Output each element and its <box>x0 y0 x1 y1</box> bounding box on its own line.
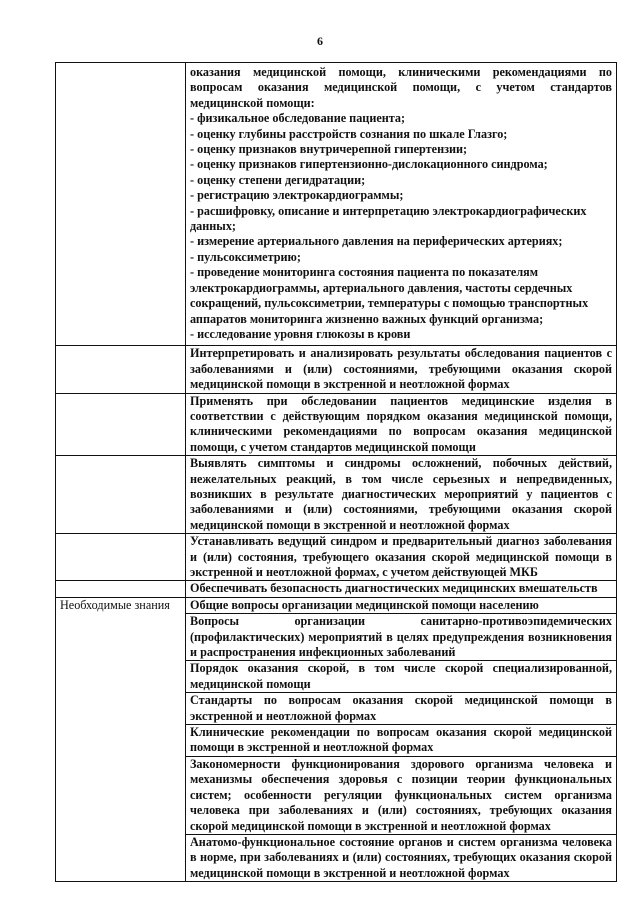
table-row <box>56 456 617 534</box>
knowledge-cell: Порядок оказания скорой, в том числе скорой специализированной, медицинской помощи <box>186 661 617 693</box>
label-cell-empty <box>56 456 186 534</box>
skill-cell: Выявлять симптомы и синдромы осложнений, побочных действий, нежелательных реакций, в том числе серьезных и непредвиденных, возникших в результате диагностических мероприятий у пациентов с заболеваниями и (или) состояниями, требующими оказания скорой медицинской помощи в экстренной и неотложной формах <box>186 456 617 534</box>
examination-methods-cell <box>186 63 617 346</box>
page-number: 6 <box>317 34 323 48</box>
list-item: - оценку признаков гипертензионно-дислокационного синдрома; <box>190 157 548 172</box>
table-row <box>56 63 617 346</box>
list-item: - физикальное обследование пациента; <box>190 111 406 126</box>
label-cell-empty <box>56 393 186 456</box>
knowledge-cell: Стандарты по вопросам оказания скорой медицинской помощи в экстренной и неотложной формах <box>186 693 617 725</box>
list-item: - оценку степени дегидратации; <box>190 172 366 187</box>
label-cell-empty <box>56 346 186 393</box>
skill-cell: Применять при обследовании пациентов медицинские изделия в соответствии с действующим порядком оказания медицинской помощи, клиническими рекомендациями по вопросам оказания медицинской помощи, с учетом стандартов медицинской помощи <box>186 393 617 456</box>
list-item: - измерение артериального давления на периферических артериях; <box>190 234 563 249</box>
knowledge-cell: Закономерности функционирования здорового организма человека и механизмы обеспечения здоровья с позиции теории функциональных систем; особенности регуляции функциональных систем организма человека при заболеваниях и (или) состояниях, требующих оказания скорой медицинской помощи в экстренной и неотложной формах <box>186 756 617 834</box>
table-row <box>56 597 617 613</box>
label-cell-empty <box>56 534 186 581</box>
knowledge-label: Необходимые знания <box>56 597 186 881</box>
list-item: - проведение мониторинга состояния пациента по показателям электрокардиограммы, артериального давления, частоты сердечных сокращений, пульсоксиметрии, температуры с помощью транспортных аппаратов мониторинга жизненно важных функций организма; <box>190 265 589 326</box>
skill-cell: Обеспечивать безопасность диагностических медицинских вмешательств <box>186 581 617 597</box>
list-item: - оценку признаков внутричерепной гипертензии; <box>190 142 468 157</box>
list-item: - регистрацию электрокардиограммы; <box>190 188 404 203</box>
table-row <box>56 534 617 581</box>
competency-table <box>55 62 617 882</box>
label-cell-empty <box>56 581 186 597</box>
table-row <box>56 346 617 393</box>
list-item: - оценку глубины расстройств сознания по шкале Глазго; <box>190 126 508 141</box>
list-item: - расшифровку, описание и интерпретацию электрокардиографических данных; <box>190 203 587 234</box>
knowledge-cell: Вопросы организации санитарно-противоэпидемических (профилактических) мероприятий в целях предупреждения возникновения и распространения инфекционных заболеваний <box>186 614 617 661</box>
knowledge-cell: Общие вопросы организации медицинской помощи населению <box>186 597 617 613</box>
list-item: - пульсоксиметрию; <box>190 249 301 264</box>
skill-cell: Интерпретировать и анализировать результаты обследования пациентов с заболеваниями и (или) состояниями, требующими оказания скорой медицинской помощи в экстренной и неотложной формах <box>186 346 617 393</box>
knowledge-cell: Клинические рекомендации по вопросам оказания скорой медицинской помощи в экстренной и неотложной формах <box>186 725 617 757</box>
label-cell-empty <box>56 63 186 346</box>
skill-cell: Устанавливать ведущий синдром и предварительный диагноз заболевания и (или) состояния, требующего оказания скорой медицинской помощи в экстренной и неотложной формах, с учетом действующей МКБ <box>186 534 617 581</box>
table-row <box>56 393 617 456</box>
table-row <box>56 581 617 597</box>
knowledge-cell: Анатомо-функциональное состояние органов и систем организма человека в норме, при заболеваниях и (или) состояниях, требующих оказания скорой медицинской помощи в экстренной и неотложной формах <box>186 834 617 881</box>
list-item: - исследование уровня глюкозы в крови <box>190 326 411 341</box>
examination-intro: оказания медицинской помощи, клиническими рекомендациями по вопросам оказания медицинской помощи, с учетом стандартов медицинской помощи: <box>190 65 612 110</box>
